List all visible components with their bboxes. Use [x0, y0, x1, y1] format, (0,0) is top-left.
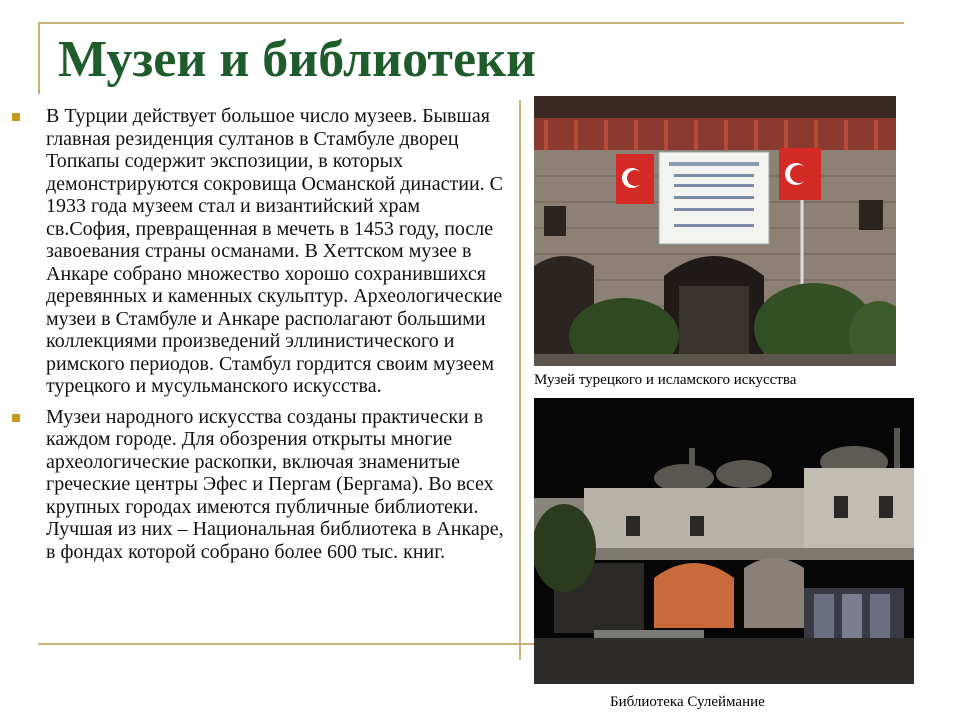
- bullet-item: [8, 406, 508, 564]
- museum-photo-caption: Музей турецкого и исламского искусства: [534, 372, 797, 388]
- bullet-square-icon: [12, 414, 20, 422]
- bottom-divider-line: [38, 643, 534, 645]
- bullet-text: Музеи народного искусства созданы практически в каждом городе. Для обозрения открыты многие археологические раскопки, включая знаменитые греческие центры Эфес и Пергам (Бергама). Во всех крупных городах имеются публичные библиотеки. Лучшая из них – Национальная библиотека в Анкаре, в фондах которой собрано более 600 тыс. книг.: [46, 405, 504, 563]
- slide-title: Музеи и библиотеки: [58, 31, 536, 88]
- bullet-square-icon: [12, 113, 20, 121]
- bullet-text: В Турции действует большое число музеев. Бывшая главная резиденция султанов в Стамбуле дворец Топкапы содержит экспозиции, в которых демонстрируются сокровища Османской династии. С 1933 года музеем стал и византийский храм св.София, превращенная в мечеть в 1453 году, после завоевания страны османами. В Хеттском музее в Анкаре собрано множество хорошо сохранившихся деревянных и каменных скульптур. Археологические музеи в Стамбуле и Анкаре располагают большими коллекциями произведений эллинистического и римского периодов. Стамбул гордится своим музеем турецкого и мусульманского искусства.: [46, 105, 503, 397]
- slide-body: [8, 105, 508, 571]
- bullet-item: [8, 105, 508, 398]
- museum-photo: [534, 96, 896, 366]
- left-divider-line: [38, 22, 40, 94]
- top-divider-line: [38, 22, 904, 24]
- library-night-illustration: [534, 398, 914, 684]
- museum-building-illustration: [534, 96, 896, 366]
- library-photo-caption: Библиотека Сулеймание: [610, 694, 765, 710]
- library-photo: [534, 398, 914, 684]
- vertical-divider-line: [519, 100, 521, 660]
